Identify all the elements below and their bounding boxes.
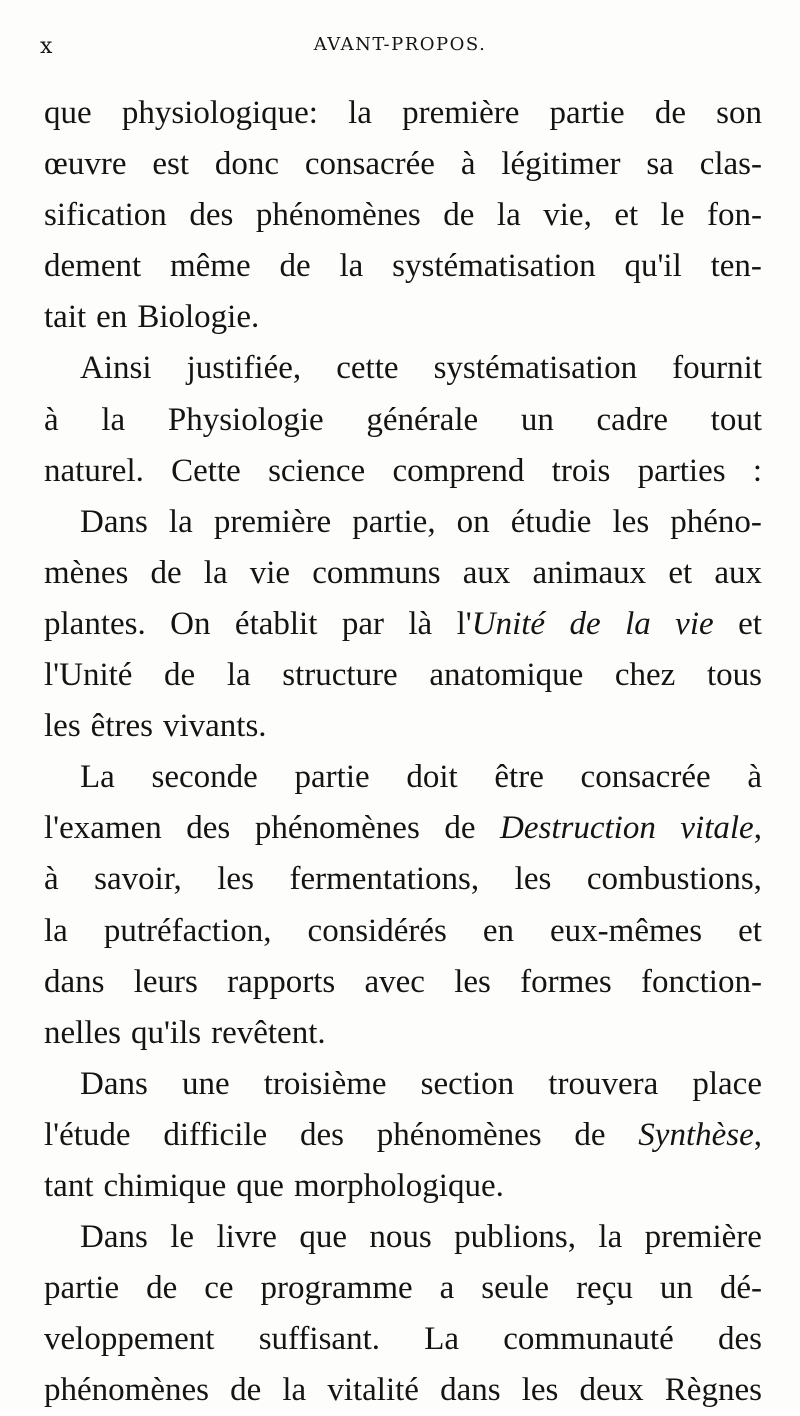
word: générale — [366, 401, 479, 438]
word: les — [44, 708, 81, 745]
italic-word: de — [569, 605, 601, 642]
word: clas- — [699, 146, 762, 183]
word: sa — [646, 146, 674, 183]
word: fonction- — [640, 963, 762, 1000]
word: les — [521, 1372, 559, 1409]
word: Dans — [80, 503, 148, 540]
word: partie, — [352, 503, 436, 540]
word: structure — [282, 657, 398, 694]
word: ce — [204, 1270, 234, 1307]
word: la — [226, 657, 251, 694]
word: première — [213, 503, 332, 540]
word: la — [168, 503, 193, 540]
text-line — [44, 1008, 762, 1059]
word: phénomènes — [44, 1372, 209, 1409]
page-number: x — [40, 34, 54, 59]
word: son — [716, 95, 762, 131]
word: l'étude — [44, 1116, 131, 1153]
text-line — [44, 292, 762, 343]
word: légitimer — [501, 146, 621, 183]
word: et — [738, 912, 762, 949]
word: et — [614, 197, 639, 234]
word: première — [402, 95, 520, 131]
word: un — [520, 401, 554, 438]
word: de — [164, 657, 196, 694]
word: dans — [440, 1372, 501, 1409]
word: œuvre — [44, 146, 127, 183]
word: consacrée — [304, 146, 435, 183]
word: seconde — [151, 759, 258, 796]
word: les — [612, 503, 650, 540]
word: dé- — [719, 1270, 762, 1307]
text-line — [44, 1212, 762, 1263]
word: fermentations, — [289, 861, 480, 898]
word: revêtent. — [211, 1014, 326, 1051]
word: la — [496, 197, 521, 234]
word: l'Unité — [456, 605, 546, 642]
word: des — [189, 197, 234, 234]
body-text — [44, 88, 762, 1416]
word: aux — [462, 554, 511, 591]
word: des — [299, 1116, 344, 1153]
word: On — [170, 605, 211, 642]
word: trois — [551, 452, 611, 489]
word: anatomique — [429, 657, 584, 694]
word: en — [482, 912, 515, 949]
word: nous — [369, 1219, 432, 1256]
word: La — [424, 1321, 460, 1358]
word: et — [668, 554, 693, 591]
word: animaux — [532, 554, 647, 591]
word: la — [203, 554, 228, 591]
running-head-title: AVANT-PROPOS. — [313, 34, 487, 55]
running-head — [40, 34, 760, 64]
italic-word: Synthèse, — [638, 1116, 762, 1153]
word: une — [181, 1065, 230, 1102]
word: dans — [44, 963, 105, 1000]
word: fon- — [706, 197, 762, 234]
word: a — [439, 1270, 455, 1307]
word: à — [747, 759, 762, 796]
text-line — [44, 957, 762, 1008]
word: seule — [481, 1270, 550, 1307]
text-line — [44, 1110, 762, 1161]
word: chez — [614, 657, 676, 694]
word: de — [150, 554, 182, 591]
word: cette — [336, 350, 399, 387]
word: en — [96, 299, 128, 336]
word: le — [170, 1219, 195, 1256]
word: combustions, — [586, 861, 762, 898]
word: partie — [44, 1270, 120, 1307]
word: La — [80, 759, 115, 796]
word: rapports — [227, 963, 336, 1000]
word: de — [654, 95, 686, 131]
word: consacrée — [580, 759, 711, 796]
word: difficile — [163, 1116, 268, 1153]
word: la — [44, 912, 68, 949]
text-line — [44, 1263, 762, 1314]
word: leurs — [133, 963, 198, 1000]
word: la — [339, 248, 364, 285]
word: systématisation — [392, 248, 596, 285]
word: par — [341, 605, 384, 642]
italic-word: Destruction — [500, 810, 656, 847]
word: phéno- — [670, 503, 762, 540]
word: que — [44, 95, 92, 131]
word: doit — [406, 759, 458, 796]
word: à — [44, 401, 59, 438]
text-line — [44, 906, 762, 957]
word: de — [444, 810, 476, 847]
word: êtres — [90, 708, 153, 745]
word: Cette — [171, 452, 241, 489]
text-line — [44, 190, 762, 241]
word: vie, — [543, 197, 592, 234]
word: à — [44, 861, 59, 898]
text-line — [44, 497, 762, 548]
word: reçu — [576, 1270, 633, 1307]
word: établit — [234, 605, 318, 642]
word: putréfaction, — [103, 912, 272, 949]
word: la — [101, 401, 126, 438]
word: phénomènes — [255, 197, 421, 234]
word: des — [717, 1321, 762, 1358]
word: veloppement — [44, 1321, 215, 1358]
word: la — [282, 1372, 307, 1409]
text-line — [44, 854, 762, 905]
word: Biologie. — [137, 299, 260, 336]
word: Règnes — [664, 1372, 762, 1409]
word: vivants. — [162, 708, 267, 745]
word: vie — [249, 554, 291, 591]
word: Dans — [80, 1219, 148, 1256]
text-line — [44, 752, 762, 803]
text-line — [44, 1161, 762, 1212]
word: les — [454, 963, 491, 1000]
word: même — [169, 248, 251, 285]
text-line — [44, 1314, 762, 1365]
text-line — [44, 1365, 762, 1416]
text-line — [44, 1059, 762, 1110]
text-line — [44, 650, 762, 701]
word: l'examen — [44, 810, 162, 847]
word: sification — [44, 197, 167, 234]
word: un — [659, 1270, 693, 1307]
word: ten- — [710, 248, 762, 285]
word: qu'ils — [130, 1014, 202, 1051]
word: publions, — [454, 1219, 577, 1256]
word: étudie — [510, 503, 592, 540]
word: nelles — [44, 1014, 121, 1051]
word: Ainsi — [80, 350, 152, 387]
word: justifiée, — [186, 350, 302, 387]
word: à — [460, 146, 476, 183]
word: plantes. — [44, 605, 146, 642]
word: de — [146, 1270, 178, 1307]
word: suffisant. — [258, 1321, 380, 1358]
text-line — [44, 548, 762, 599]
word: place — [692, 1065, 762, 1102]
word: phénomènes — [254, 810, 420, 847]
word: Dans — [80, 1065, 148, 1102]
word: morphologique. — [293, 1167, 504, 1204]
word: avec — [364, 963, 425, 1000]
word: partie — [549, 95, 625, 131]
word: comprend — [392, 452, 525, 489]
word: fournit — [672, 350, 762, 387]
word: tous — [706, 657, 762, 694]
italic-word: la — [625, 605, 651, 642]
word: programme — [260, 1270, 413, 1307]
word: le — [660, 197, 685, 234]
text-line — [44, 343, 762, 394]
text-line — [44, 88, 762, 139]
word: communs — [312, 554, 441, 591]
text-line — [44, 139, 762, 190]
word: dement — [44, 248, 142, 285]
word: : — [752, 452, 762, 489]
text-line — [44, 395, 762, 446]
text-line — [44, 446, 762, 497]
word: première — [644, 1219, 762, 1256]
word: trouvera — [548, 1065, 659, 1102]
word: être — [494, 759, 544, 796]
word: tait — [44, 299, 87, 336]
word: mènes — [44, 554, 129, 591]
word: donc — [214, 146, 280, 183]
word: que — [299, 1219, 347, 1256]
word: physiologique: — [121, 95, 318, 131]
text-line — [44, 241, 762, 292]
text-line — [44, 803, 762, 854]
word: on — [456, 503, 490, 540]
word: et — [738, 605, 762, 642]
word: savoir, — [94, 861, 182, 898]
word: formes — [520, 963, 612, 1000]
word: de — [574, 1116, 606, 1153]
word: là — [408, 605, 433, 642]
word: les — [514, 861, 552, 898]
word: de — [443, 197, 475, 234]
word: qu'il — [624, 248, 682, 285]
word: que — [236, 1167, 284, 1204]
word: phénomènes — [376, 1116, 542, 1153]
word: parties — [637, 452, 726, 489]
word: les — [217, 861, 254, 898]
word: troisième — [263, 1065, 387, 1102]
word: cadre — [596, 401, 668, 438]
word: naturel. — [44, 452, 144, 489]
word: communauté — [503, 1321, 674, 1358]
word: chimique — [103, 1167, 227, 1204]
word: livre — [216, 1219, 277, 1256]
word: Physiologie — [167, 401, 324, 438]
word: est — [152, 146, 189, 183]
text-line — [44, 599, 762, 650]
word: section — [420, 1065, 515, 1102]
word: l'Unité — [44, 657, 133, 694]
text-line — [44, 701, 762, 752]
word: considérés — [307, 912, 447, 949]
word: systématisation — [433, 350, 638, 387]
word: aux — [714, 554, 762, 591]
word: des — [186, 810, 231, 847]
word: science — [268, 452, 366, 489]
word: la — [598, 1219, 623, 1256]
word: eux-mêmes — [550, 912, 703, 949]
word: vitalité — [327, 1372, 419, 1409]
word: partie — [294, 759, 370, 796]
word: tout — [710, 401, 762, 438]
word: deux — [579, 1372, 644, 1409]
italic-word: vitale, — [680, 810, 762, 847]
italic-word: vie — [675, 605, 714, 642]
word: la — [348, 95, 372, 131]
word: de — [230, 1372, 262, 1409]
word: de — [279, 248, 311, 285]
word: tant — [44, 1167, 94, 1204]
